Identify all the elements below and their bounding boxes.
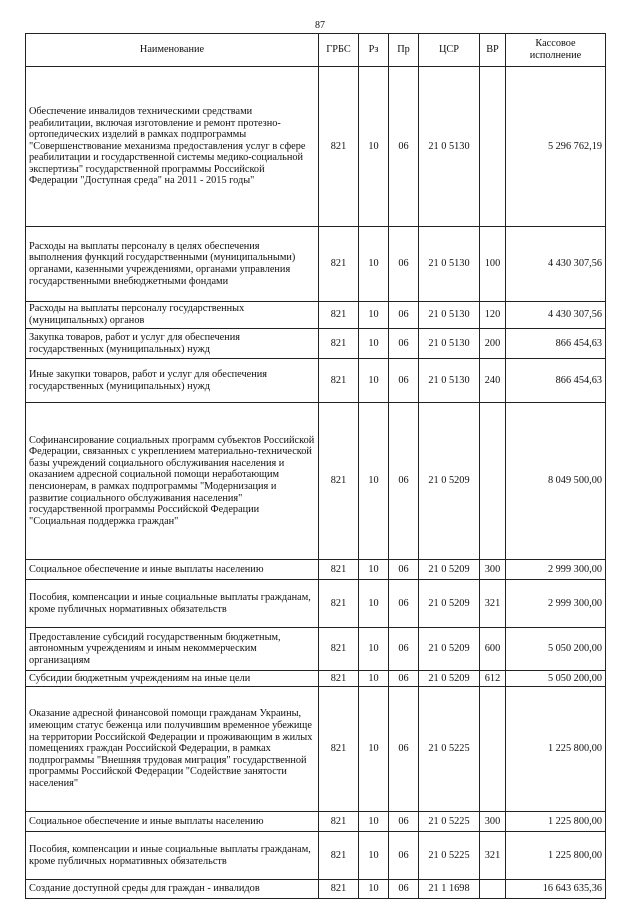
row-pr: 06 bbox=[389, 687, 419, 812]
row-pr: 06 bbox=[389, 628, 419, 671]
table-row bbox=[26, 67, 606, 227]
row-vr bbox=[480, 403, 506, 560]
row-pr: 06 bbox=[389, 671, 419, 687]
row-rz: 10 bbox=[359, 227, 389, 302]
row-amount: 8 049 500,00 bbox=[506, 403, 606, 560]
budget-table bbox=[25, 33, 606, 899]
row-vr bbox=[480, 67, 506, 227]
table-row bbox=[26, 832, 606, 880]
row-name: Пособия, компенсации и иные социальные выплаты гражданам, кроме публичных нормативных обязательств bbox=[26, 832, 319, 880]
row-vr: 100 bbox=[480, 227, 506, 302]
row-pr: 06 bbox=[389, 302, 419, 329]
row-rz: 10 bbox=[359, 403, 389, 560]
header-amount: Кассовое исполнение bbox=[506, 34, 606, 67]
row-pr: 06 bbox=[389, 580, 419, 628]
row-csr: 21 0 5130 bbox=[419, 359, 480, 403]
row-vr: 300 bbox=[480, 560, 506, 580]
row-csr: 21 0 5209 bbox=[419, 580, 480, 628]
row-name: Софинансирование социальных программ субъектов Российской Федерации, связанных с укреплением материально-технической базы учреждений социального обслуживания населения и оказанием адресной социальной помощи неработающим пенсионерам, в рамках подпрограммы "Модернизация и развитие социального обслуживания населения" государственной программы Российской Федерации "Социальная поддержка граждан" bbox=[26, 403, 319, 560]
header-pr: Пр bbox=[389, 34, 419, 67]
header-rz: Рз bbox=[359, 34, 389, 67]
row-name: Закупка товаров, работ и услуг для обеспечения государственных (муниципальных) нужд bbox=[26, 329, 319, 359]
header-vr: ВР bbox=[480, 34, 506, 67]
row-vr: 600 bbox=[480, 628, 506, 671]
row-rz: 10 bbox=[359, 671, 389, 687]
row-grbs: 821 bbox=[319, 880, 359, 899]
table-row bbox=[26, 671, 606, 687]
row-grbs: 821 bbox=[319, 227, 359, 302]
row-grbs: 821 bbox=[319, 580, 359, 628]
row-grbs: 821 bbox=[319, 67, 359, 227]
row-vr: 321 bbox=[480, 580, 506, 628]
header-row bbox=[26, 34, 606, 67]
row-rz: 10 bbox=[359, 832, 389, 880]
row-grbs: 821 bbox=[319, 812, 359, 832]
row-amount: 2 999 300,00 bbox=[506, 560, 606, 580]
row-csr: 21 0 5130 bbox=[419, 67, 480, 227]
row-rz: 10 bbox=[359, 812, 389, 832]
row-pr: 06 bbox=[389, 329, 419, 359]
row-name: Пособия, компенсации и иные социальные выплаты гражданам, кроме публичных нормативных обязательств bbox=[26, 580, 319, 628]
row-rz: 10 bbox=[359, 628, 389, 671]
row-pr: 06 bbox=[389, 227, 419, 302]
row-rz: 10 bbox=[359, 580, 389, 628]
row-name: Расходы на выплаты персоналу в целях обеспечения выполнения функций государственными (муниципальными) органами, казенными учреждениями, органами управления государственными внебюджетными фондами bbox=[26, 227, 319, 302]
row-vr: 300 bbox=[480, 812, 506, 832]
row-amount: 1 225 800,00 bbox=[506, 832, 606, 880]
row-vr bbox=[480, 880, 506, 899]
header-name: Наименование bbox=[26, 34, 319, 67]
row-csr: 21 0 5225 bbox=[419, 832, 480, 880]
row-pr: 06 bbox=[389, 832, 419, 880]
row-rz: 10 bbox=[359, 687, 389, 812]
table-row bbox=[26, 403, 606, 560]
row-grbs: 821 bbox=[319, 671, 359, 687]
row-name: Субсидии бюджетным учреждениям на иные цели bbox=[26, 671, 319, 687]
row-amount: 5 296 762,19 bbox=[506, 67, 606, 227]
header-grbs: ГРБС bbox=[319, 34, 359, 67]
table-row bbox=[26, 580, 606, 628]
row-grbs: 821 bbox=[319, 359, 359, 403]
row-pr: 06 bbox=[389, 812, 419, 832]
row-amount: 5 050 200,00 bbox=[506, 671, 606, 687]
row-amount: 5 050 200,00 bbox=[506, 628, 606, 671]
row-csr: 21 0 5225 bbox=[419, 812, 480, 832]
row-rz: 10 bbox=[359, 67, 389, 227]
row-name: Иные закупки товаров, работ и услуг для обеспечения государственных (муниципальных) нужд bbox=[26, 359, 319, 403]
row-name: Предоставление субсидий государственным бюджетным, автономным учреждениям и иным некоммерческим организациям bbox=[26, 628, 319, 671]
table-row bbox=[26, 302, 606, 329]
row-grbs: 821 bbox=[319, 687, 359, 812]
row-name: Социальное обеспечение и иные выплаты населению bbox=[26, 560, 319, 580]
row-vr: 612 bbox=[480, 671, 506, 687]
row-amount: 1 225 800,00 bbox=[506, 687, 606, 812]
row-amount: 1 225 800,00 bbox=[506, 812, 606, 832]
row-csr: 21 0 5209 bbox=[419, 560, 480, 580]
row-vr: 120 bbox=[480, 302, 506, 329]
row-name: Обеспечение инвалидов техническими средствами реабилитации, включая изготовление и ремонт протезно-ортопедических изделий в рамках подпрограммы "Совершенствование механизма предоставления услуг в сфере реабилитации и государственной системы медико-социальной экспертизы" государственной программы Российской Федерации "Доступная среда" на 2011 - 2015 годы" bbox=[26, 67, 319, 227]
row-name: Оказание адресной финансовой помощи гражданам Украины, имеющим статус беженца или получившим временное убежище на территории Российской Федерации и проживающим в жилых помещениях граждан Российской Федерации, в рамках подпрограммы "Внешняя трудовая миграция" государственной программы Российской Федерации "Содействие занятости населения" bbox=[26, 687, 319, 812]
row-amount: 2 999 300,00 bbox=[506, 580, 606, 628]
row-name: Расходы на выплаты персоналу государственных (муниципальных) органов bbox=[26, 302, 319, 329]
row-rz: 10 bbox=[359, 302, 389, 329]
row-csr: 21 0 5130 bbox=[419, 302, 480, 329]
row-amount: 866 454,63 bbox=[506, 329, 606, 359]
table-row bbox=[26, 329, 606, 359]
row-csr: 21 1 1698 bbox=[419, 880, 480, 899]
table-row bbox=[26, 687, 606, 812]
row-vr bbox=[480, 687, 506, 812]
row-rz: 10 bbox=[359, 560, 389, 580]
row-vr: 321 bbox=[480, 832, 506, 880]
row-amount: 4 430 307,56 bbox=[506, 227, 606, 302]
table-row bbox=[26, 359, 606, 403]
row-vr: 240 bbox=[480, 359, 506, 403]
row-amount: 16 643 635,36 bbox=[506, 880, 606, 899]
table-row bbox=[26, 560, 606, 580]
table-row bbox=[26, 227, 606, 302]
table-row bbox=[26, 812, 606, 832]
row-pr: 06 bbox=[389, 403, 419, 560]
row-csr: 21 0 5209 bbox=[419, 671, 480, 687]
row-csr: 21 0 5130 bbox=[419, 329, 480, 359]
table-row bbox=[26, 628, 606, 671]
row-amount: 866 454,63 bbox=[506, 359, 606, 403]
row-grbs: 821 bbox=[319, 329, 359, 359]
row-name: Социальное обеспечение и иные выплаты населению bbox=[26, 812, 319, 832]
row-grbs: 821 bbox=[319, 403, 359, 560]
row-grbs: 821 bbox=[319, 832, 359, 880]
row-csr: 21 0 5209 bbox=[419, 403, 480, 560]
header-csr: ЦСР bbox=[419, 34, 480, 67]
row-pr: 06 bbox=[389, 880, 419, 899]
row-vr: 200 bbox=[480, 329, 506, 359]
row-pr: 06 bbox=[389, 560, 419, 580]
row-name: Создание доступной среды для граждан - инвалидов bbox=[26, 880, 319, 899]
row-grbs: 821 bbox=[319, 302, 359, 329]
row-csr: 21 0 5209 bbox=[419, 628, 480, 671]
row-grbs: 821 bbox=[319, 560, 359, 580]
row-amount: 4 430 307,56 bbox=[506, 302, 606, 329]
row-grbs: 821 bbox=[319, 628, 359, 671]
row-rz: 10 bbox=[359, 329, 389, 359]
row-csr: 21 0 5130 bbox=[419, 227, 480, 302]
row-pr: 06 bbox=[389, 67, 419, 227]
table-row bbox=[26, 880, 606, 899]
row-pr: 06 bbox=[389, 359, 419, 403]
row-rz: 10 bbox=[359, 359, 389, 403]
page-number: 87 bbox=[315, 20, 325, 31]
row-csr: 21 0 5225 bbox=[419, 687, 480, 812]
row-rz: 10 bbox=[359, 880, 389, 899]
